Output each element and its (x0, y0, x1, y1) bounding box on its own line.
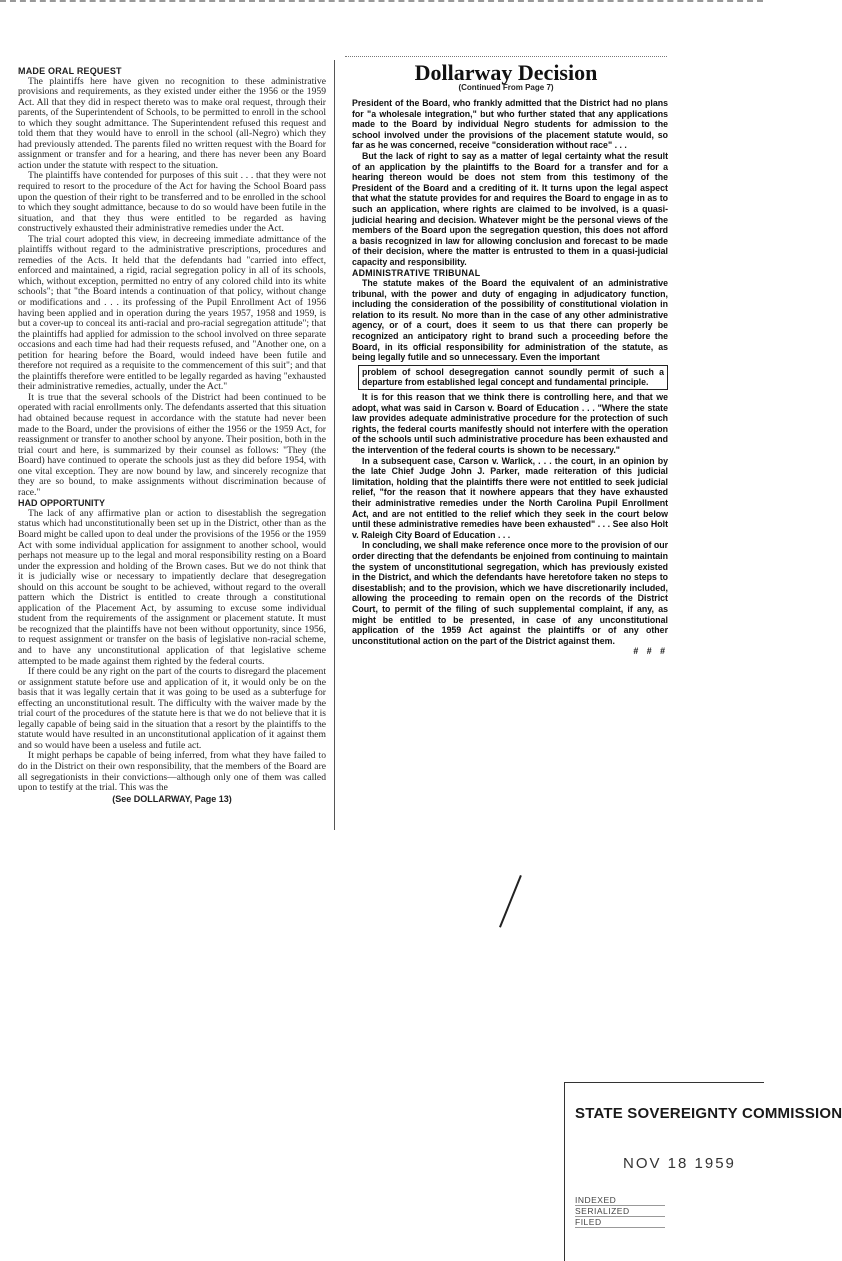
stamp-label-filed: FILED (575, 1217, 665, 1228)
stamp-title: STATE SOVEREIGNTY COMMISSION (575, 1105, 842, 1122)
right-article-column (352, 98, 668, 657)
section-heading-administrative-tribunal: ADMINISTRATIVE TRIBUNAL (352, 267, 481, 278)
section-heading-made-oral-request: MADE ORAL REQUEST (18, 66, 122, 76)
right-paragraph: In concluding, we shall make reference once more to the provision of our order directing that the defendants be enjoined from continuing to maintain the system of unconstitutional segregation, which has previously existed in the District, and which the defendants have heretofore taken no steps to disestablish; and to the provision, which we have discretionarily included, allowing the proceeding to remain open on the records of the District Court, to permit of the filing of such supplemental complaint, if any, as might be entitled to be presented, in case of any unconstitutional application of the 1959 Act against the plaintiffs or of any other unconstitutional action on the part of the District against them. (352, 540, 669, 646)
left-paragraph: The plaintiffs here have given no recognition to these administrative provisions and requirements, as they existed under either the 1956 or the 1959 Act. All that they did in respect thereto was to make oral request, through their parents, of the Superintendent of Schools, to be permitted to enroll in the school to which they sought admittance. The Superintendent refused this request and told them that they would have to enroll in the school (all-Negro) which they had previously attended. The parents filed no written request with the Board for assignment or transfer and for a hearing, and there has never been any Board action under the statute with respect to the situation. (18, 75, 326, 171)
marked-passage-box: problem of school desegregation cannot soundly permit of such a departure from established legal concept and fundamental principle. (358, 365, 668, 390)
article-title: Dollarway Decision (414, 60, 598, 85)
stamp-label-serialized: SERIALIZED (575, 1206, 665, 1217)
stamp-labels (575, 1195, 665, 1228)
left-paragraph: It might perhaps be capable of being inferred, from what they have failed to do in the District on their own responsibility, that the members of the Board are all segregationists in their convictions—although only one of them was called upon to testify at the trial. This was the (18, 750, 326, 794)
section-heading-had-opportunity: HAD OPPORTUNITY (18, 498, 106, 509)
stamp-label-indexed: INDEXED (575, 1195, 665, 1206)
right-paragraph: In a subsequent case, Carson v. Warlick, . . . the court, in an opinion by the late Chief Judge John J. Parker, made reiteration of this judicial limitation, holding that the plaintiffs there were not entitled to seek judicial relief, "for the reason that it nowhere appears that they have exhausted their administrative remedies under the North Carolina Pupil Enrollment Act, and are not entitled to the relief which they seek in the court below until these administrative remedies have been exhausted" . . . See also Holt v. Raleigh City Board of Education . . . (352, 455, 668, 540)
pen-mark (499, 875, 522, 928)
received-stamp (564, 1082, 842, 1261)
left-paragraph: The lack of any affirmative plan or action to disestablish the segregation status which had unconstitutionally been set up in the District, other than as the Board might be called upon to deal under the provisions of the 1956 or the 1959 Act with some individual application for assignment to another school, would perhaps not measure up to the legal and moral responsibility resting on a Board under the expression and holding of the Brown cases. But we do not think that it is judicially wise or necessary to impatiently declare that desegregation should on this account be sought to be achieved, without regard to the overall pattern which the District is entitled to create through a constitutional application of the Placement Act, by assuming to excuse some individual student from the requirements of the assignment or placement statute. It must be recognized that the plaintiffs have not been without opportunity, since 1956, to request assignment or transfer on the basis of legislative non-racial scheme, and to have any unconstitutional application of that legislative scheme attempted to be made against them righted by the federal courts. (18, 507, 326, 667)
left-paragraph: The trial court adopted this view, in decreeing immediate admittance of the plaintiffs without regard to the administrative prescriptions, procedures and remedies of the Acts. It held that the defendants had "carried into effect, enforced and maintained, a rigid, racial segregation policy in all of its schools, which, without exception, permitted no entry of any colored child into its white schools"; that "the Board intends a continuation of that policy, without change or modifications and . . . its professing of the Pupil Enrollment Act of 1956 having been applied and in operation during the years 1957, 1958 and 1959, is but a cover-up to conceal its anti-racial and pro-racial segregation attitude"; that the plaintiffs had applied for admission to the school involved on three separate occasions and each time had had their requests refused, and "Another one, on a petition for hearing before the Board, would indeed have been futile and therefore not required as a requisite to the commencement of this suit"; and that the plaintiffs therefore were entitled to be legally regarded as having "exhausted their administrative remedies, actually, under the Act." (18, 233, 326, 393)
left-paragraph: The plaintiffs have contended for purposes of this suit . . . that they were not required to resort to the procedure of the Act for having the School Board pass upon the question of their right to be transferred and to be enrolled in the school to which they sought admittance, because to do so would have been futile in the situation, and that they thus were entitled to be regarded as having constructively exhausted their administrative remedies under the Act. (18, 170, 326, 235)
right-paragraph: But the lack of right to say as a matter of legal certainty what the result of an application by the plaintiffs to the Board for a transfer and for a hearing thereon would be does not stem from this testimony of the President of the Board and a crediting of it. It turns upon the legal aspect that what the statute provides for and requires the Board to engage in as to such an application, where rights are claimed to be involved, is a quasi-judicial hearing and decision. Whatever might be the personal views of the members of the Board upon the segregation question, this does not afford a basis recognized in law for allowing conclusion and forecast to be made of their decision, where the matter is entrusted to them in a quasi-judicial capacity and responsibility. (352, 150, 668, 267)
right-paragraph: The statute makes of the Board the equivalent of an administrative tribunal, with the power and duty of engaging in adjudicatory function, including the consideration of the possibility of constitutional violation in relation to its result. No more than in the case of any other administrative agency, or of a court, does it seem to us that there can properly be recognized an anticipatory right to brand such a proceeding before the Board, in its official responsibility for administration of the statute, as being legally futile and so unnecessary. Even the important (352, 278, 668, 363)
left-paragraph: If there could be any right on the part of the courts to disregard the placement or assignment statute before use and application of it, it would only be on the basis that it was legally certain that it was going to be used as a subterfuge for effecting an unconstitutional result. The difficulty with the waiver made by the trial court of the procedures of the statute here is that we do not believe that it is legally capable of being said in the situation that a resort by the plaintiffs to the statute would have resulted in an unconstitutional application of it against them and so would have been a useless and futile act. (18, 666, 326, 751)
continuation-note: (See DOLLARWAY, Page 13) (112, 793, 232, 804)
end-mark: # # # (633, 646, 668, 657)
article-continued-line: (Continued From Page 7) (458, 83, 554, 92)
right-paragraph: It is for this reason that we think there is controlling here, and that we adopt, what was said in Carson v. Board of Education . . . "Where the state law provides adequate administrative procedure for the protection of such rights, the federal courts manifestly should not interfere with the operation of the schools until such administrative procedure has been exhausted and the intervention of the federal courts is shown to be necessary." (352, 392, 668, 455)
left-paragraph: It is true that the several schools of the District had been continued to be operated with racial enrollments only. The defendants asserted that this situation had obtained because request in accordance with the statute had never been made to the Board, under the provisions of either the 1956 or the 1959 Act, for reassignment or transfer to another school by anyone. Their position, both in the trial court and here, is summarized by their counsel as follows: "They (the Board) have continued to operate the schools just as they did before 1954, with one vital exception. They are now bound by law, and sincerely recognize that they are so bound, to make assignments without discrimination because of race." (18, 391, 326, 498)
article-masthead (345, 56, 667, 95)
right-paragraph: President of the Board, who frankly admitted that the District had no plans for "a wholesale integration," but who further stated that any applications made to the Board by individual Negro students for admission to the school involved under the provisions of the placement statute would, so far as he was concerned, receive "consideration without race" . . . (352, 98, 668, 151)
page-top-perforation (0, 0, 763, 6)
column-divider (334, 60, 335, 830)
stamp-date: NOV 18 1959 (623, 1155, 736, 1172)
left-article-column (18, 66, 326, 804)
